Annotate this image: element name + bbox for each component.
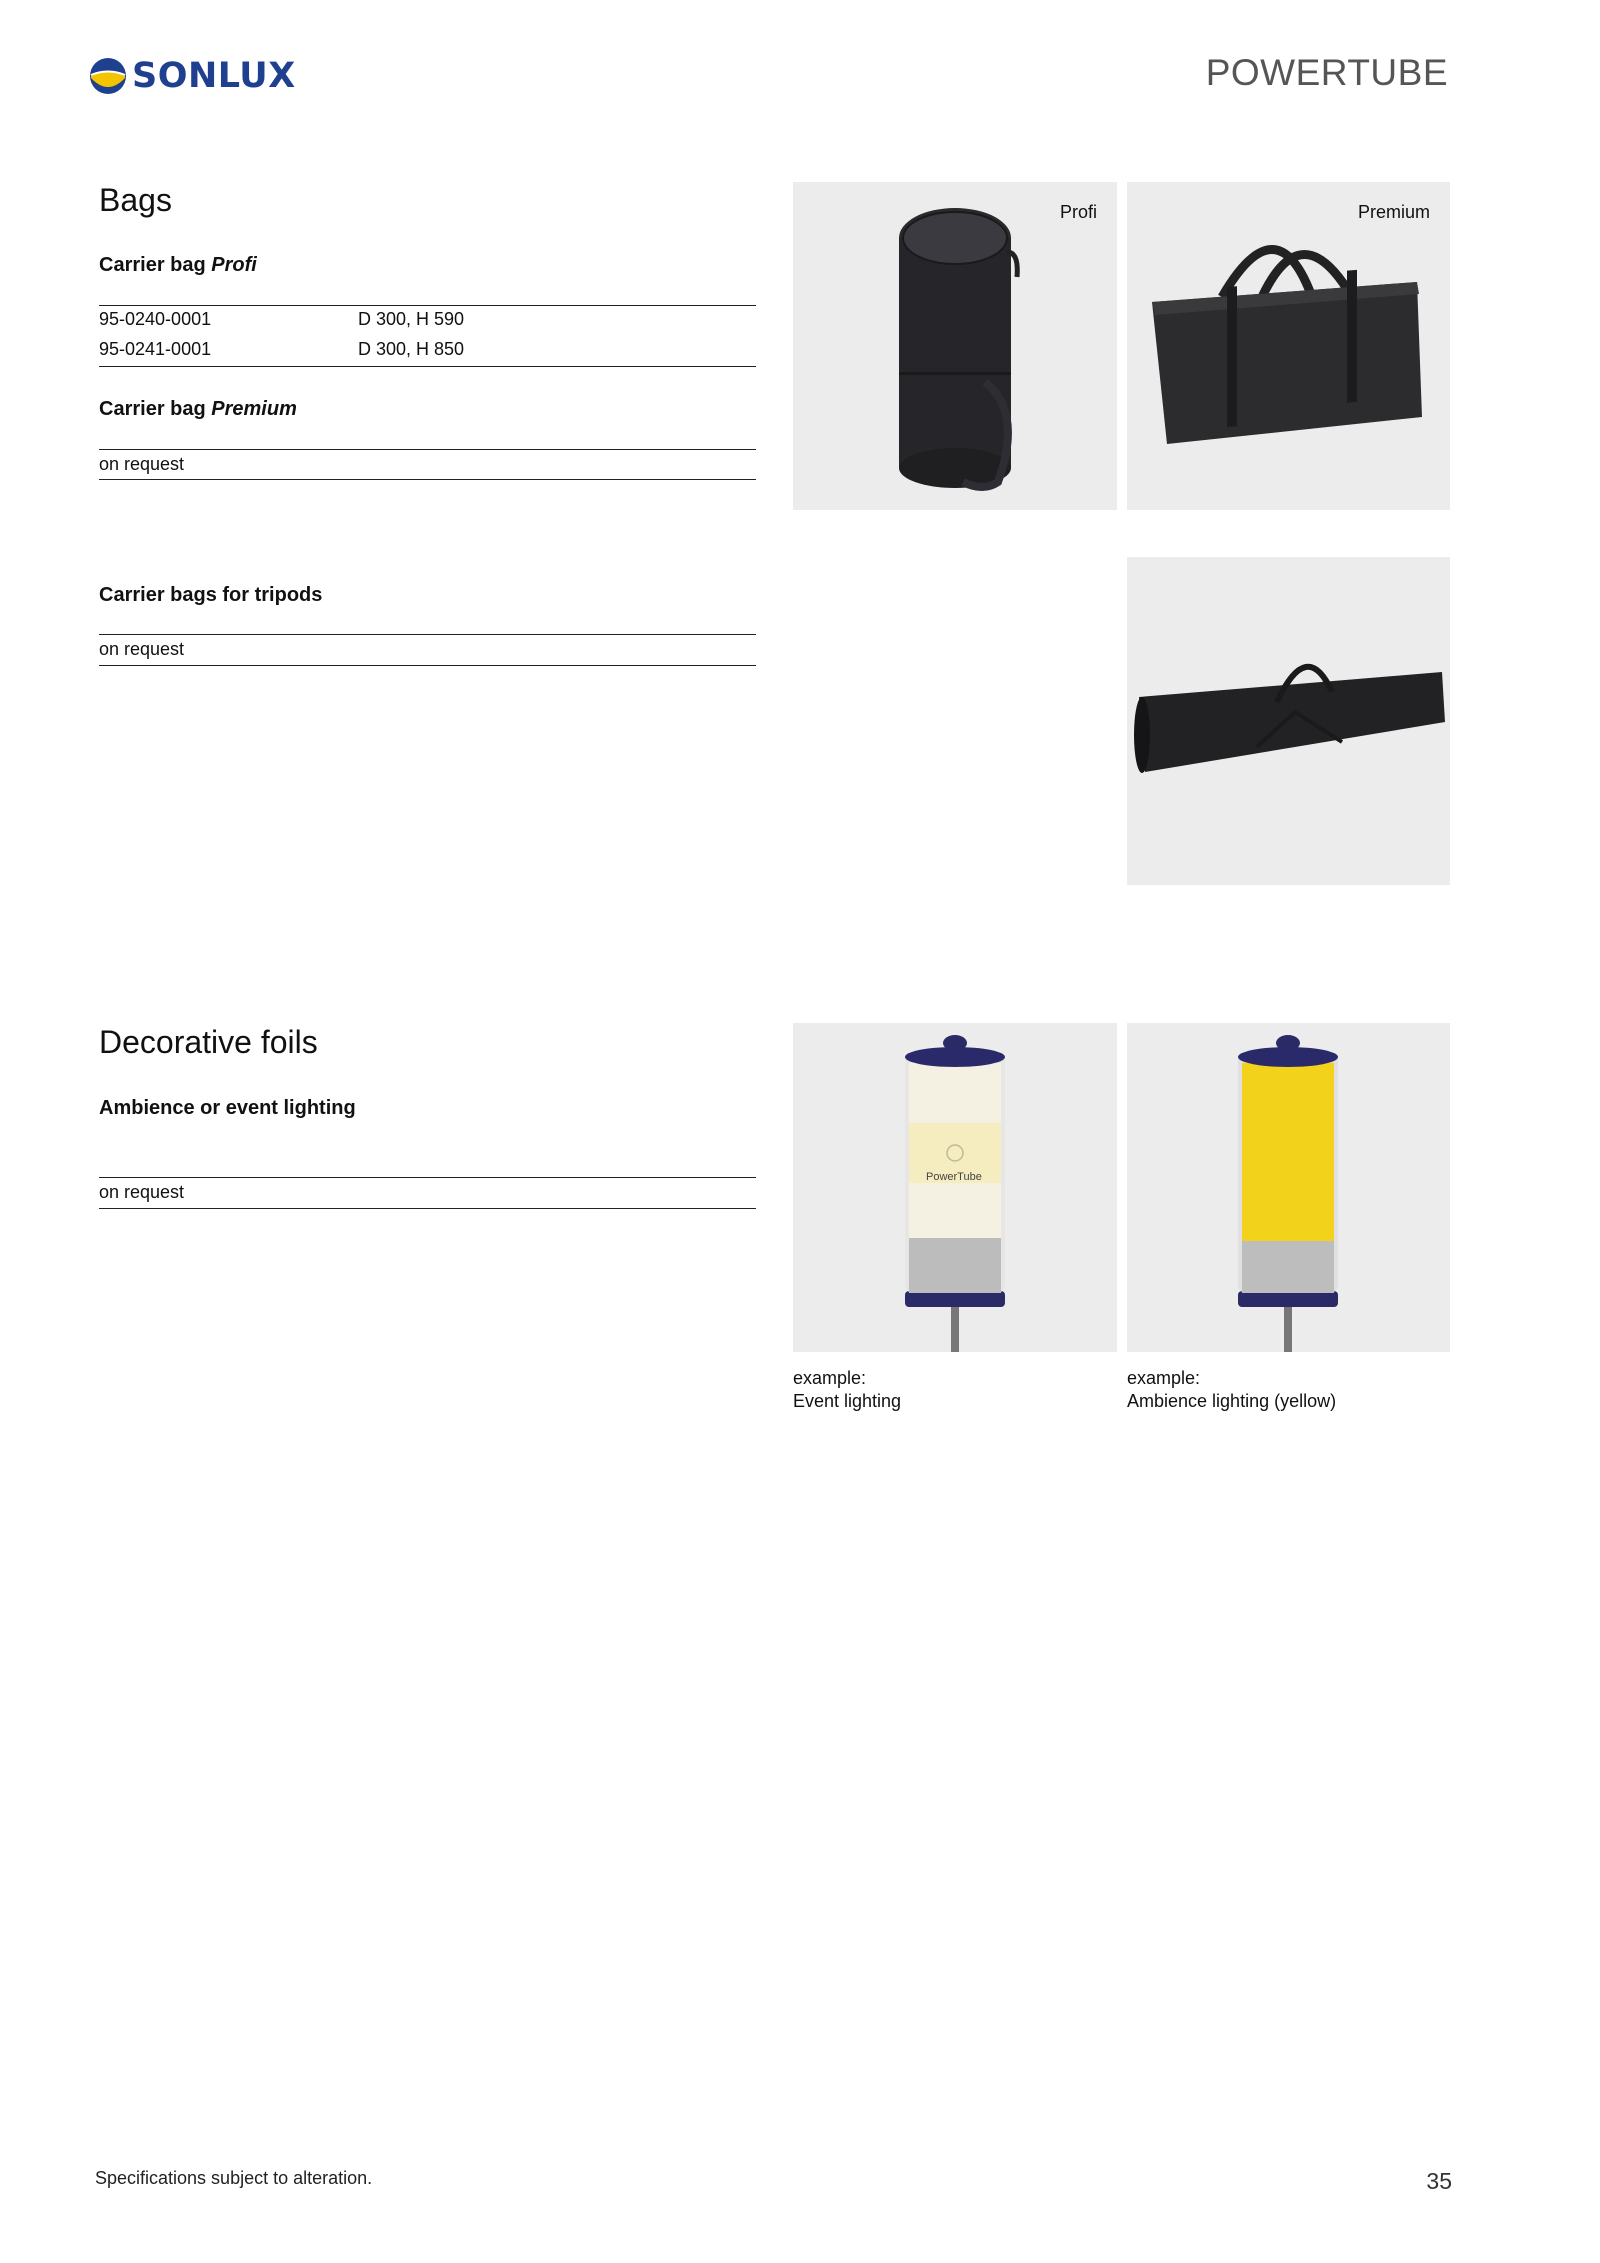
caption-ambience-lighting [1127,1367,1336,1413]
on-request-note: on request [99,454,185,474]
powertube-yellow-illustration [1127,1023,1450,1352]
table-rule-top [99,305,756,306]
powertube-white-illustration [793,1023,1117,1352]
subtitle-carrier-bag-premium [99,398,297,421]
image-label: Profi [1059,202,1097,222]
footer-note: Specifications subject to alteration. [95,2168,373,2188]
image-ambience-lighting-yellow [1127,1023,1450,1352]
table-row [99,309,465,330]
image-label: Premium [1357,202,1430,222]
page-number: 35 [1426,2168,1452,2194]
table-rule-top [99,449,756,450]
subtitle-prefix: Carrier bag [99,398,212,420]
caption-event-lighting [793,1367,901,1413]
subtitle-carrier-bags-tripods: Carrier bags for tripods [99,584,323,606]
subtitle-emphasis: Profi [211,254,257,276]
caption-line: Ambience lighting (yellow) [1127,1391,1337,1411]
brand-name: SONLUX [132,56,296,96]
tube-print-text: PowerTube [926,1171,982,1183]
sonlux-logo-icon [88,56,128,96]
image-carrier-bag-profi [793,182,1117,510]
dimensions: D 300, H 590 [358,309,465,329]
cylindrical-bag-illustration [793,182,1117,510]
on-request-note: on request [99,1182,185,1202]
table-rule-top [99,1177,756,1178]
image-event-lighting [793,1023,1117,1352]
subtitle-prefix: Carrier bag [99,254,212,276]
article-number: 95-0241-0001 [99,339,212,359]
on-request-note: on request [99,639,185,659]
caption-line: Event lighting [793,1391,902,1411]
image-carrier-bag-premium [1127,182,1450,510]
brand-logo [88,56,296,96]
section-title-decorative-foils: Decorative foils [99,1024,318,1060]
table-rule-bottom [99,1208,756,1209]
image-carrier-bag-tripods [1127,557,1450,885]
subtitle-carrier-bag-profi [99,254,257,277]
table-row [99,339,465,360]
table-rule-bottom [99,479,756,480]
subtitle-emphasis: Premium [211,398,297,420]
subtitle-ambience-event-lighting: Ambience or event lighting [99,1097,356,1119]
tripod-bag-illustration [1127,557,1450,885]
page-title: POWERTUBE [1205,52,1448,93]
caption-line: example: [1127,1368,1201,1388]
table-rule-top [99,634,756,635]
section-title-bags: Bags [99,182,172,218]
article-number: 95-0240-0001 [99,309,212,329]
table-rule-bottom [99,366,756,367]
caption-line: example: [793,1368,867,1388]
duffle-bag-illustration [1127,182,1450,510]
dimensions: D 300, H 850 [358,339,465,359]
table-rule-bottom [99,665,756,666]
